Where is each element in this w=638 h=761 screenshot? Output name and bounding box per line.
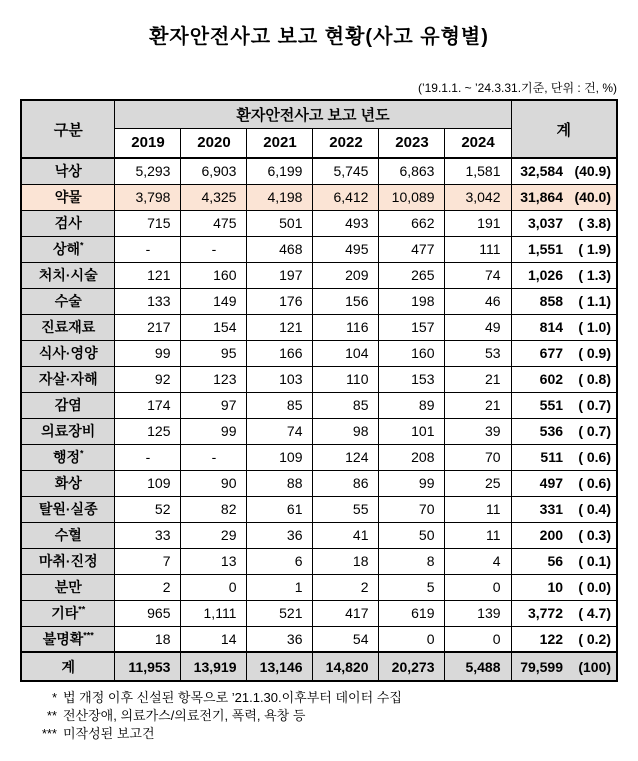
data-cell: 109	[115, 470, 181, 496]
data-cell: 7	[115, 548, 181, 574]
table-row	[21, 496, 617, 522]
data-cell: 70	[445, 444, 511, 470]
grand-total-label: 계	[21, 652, 115, 681]
data-cell: 74	[247, 418, 313, 444]
data-cell: 198	[379, 288, 445, 314]
row-label: 진료재료	[21, 314, 115, 340]
total-cell	[511, 158, 617, 184]
data-cell: 14	[181, 626, 247, 652]
row-label: 낙상	[21, 158, 115, 184]
data-cell: 21	[445, 392, 511, 418]
footnote-marker: ***	[83, 630, 94, 641]
total-count: 536	[539, 423, 564, 439]
data-cell: 662	[379, 210, 445, 236]
data-cell: 501	[247, 210, 313, 236]
data-cell: 149	[181, 288, 247, 314]
caption-note: (’19.1.1. ~ ’24.3.31.기준, 단위 : 건, %)	[417, 81, 617, 95]
total-count: 677	[539, 345, 564, 361]
data-cell: 52	[115, 496, 181, 522]
data-cell: 619	[379, 600, 445, 626]
data-cell: 70	[379, 496, 445, 522]
total-percent: ( 4.7)	[578, 605, 612, 621]
table-row	[21, 600, 617, 626]
total-cell-content	[512, 579, 617, 595]
year-header: 2019	[115, 128, 181, 158]
total-count: 1,026	[527, 267, 564, 283]
total-count: 551	[539, 397, 564, 413]
total-cell	[511, 184, 617, 210]
data-cell: -	[181, 236, 247, 262]
total-percent: ( 0.2)	[578, 630, 612, 647]
total-percent: ( 0.6)	[578, 449, 612, 465]
data-cell: 99	[181, 418, 247, 444]
data-cell: 49	[445, 314, 511, 340]
row-label: 화상	[21, 470, 115, 496]
total-cell	[511, 574, 617, 600]
total-percent: ( 0.3)	[578, 527, 612, 543]
group-header: 환자안전사고 보고 년도	[115, 100, 511, 128]
table-row	[21, 366, 617, 392]
total-count: 56	[547, 553, 564, 569]
total-cell	[511, 236, 617, 262]
total-cell-content	[512, 553, 617, 569]
total-count: 32,584	[520, 163, 564, 180]
data-cell: 139	[445, 600, 511, 626]
total-cell-content	[512, 605, 617, 621]
data-cell: 4,325	[181, 184, 247, 210]
data-cell: 154	[181, 314, 247, 340]
data-cell: 25	[445, 470, 511, 496]
total-cell	[511, 392, 617, 418]
footnote-text: 전산장애, 의료가스/의료전기, 폭력, 욕창 등	[63, 708, 306, 723]
row-label: 검사	[21, 210, 115, 236]
total-count: 3,772	[527, 605, 564, 621]
row-label: 탈원·실종	[21, 496, 115, 522]
data-cell: 92	[115, 366, 181, 392]
table-row	[21, 236, 617, 262]
data-cell: 124	[313, 444, 379, 470]
data-cell: 2	[313, 574, 379, 600]
data-cell: 36	[247, 522, 313, 548]
table-row	[21, 652, 617, 681]
footnote-line	[21, 689, 617, 707]
total-percent: ( 1.9)	[578, 241, 612, 257]
data-cell: 121	[115, 262, 181, 288]
data-cell: 3,042	[445, 184, 511, 210]
data-cell: 157	[379, 314, 445, 340]
total-percent: ( 0.8)	[578, 371, 612, 387]
year-header: 2024	[445, 128, 511, 158]
table-row	[21, 210, 617, 236]
footnote-marker: *	[80, 448, 84, 459]
data-cell: 41	[313, 522, 379, 548]
data-cell: 90	[181, 470, 247, 496]
data-cell: 86	[313, 470, 379, 496]
data-cell: 13,146	[247, 652, 313, 681]
incident-report-table	[20, 99, 618, 682]
total-count: 3,037	[527, 215, 564, 231]
data-cell: 110	[313, 366, 379, 392]
footnote-text: 미작성된 보고건	[63, 726, 155, 741]
total-cell-content	[512, 631, 617, 647]
total-percent: ( 0.4)	[578, 501, 612, 517]
data-cell: 174	[115, 392, 181, 418]
row-label: 감염	[21, 392, 115, 418]
data-cell: 14,820	[313, 652, 379, 681]
total-count: 1,551	[527, 241, 564, 257]
data-cell: 153	[379, 366, 445, 392]
table-row	[21, 340, 617, 366]
total-cell	[511, 288, 617, 314]
total-cell-content	[512, 319, 617, 335]
total-count: 31,864	[520, 189, 564, 205]
data-cell: 176	[247, 288, 313, 314]
row-label: 수혈	[21, 522, 115, 548]
data-cell: 965	[115, 600, 181, 626]
data-cell: 156	[313, 288, 379, 314]
total-percent: (100)	[578, 658, 612, 675]
table-row	[21, 314, 617, 340]
total-cell-content	[512, 163, 617, 179]
data-cell: 8	[379, 548, 445, 574]
total-cell	[511, 210, 617, 236]
data-cell: 54	[313, 626, 379, 652]
footnote-marker: *	[51, 690, 57, 705]
total-cell	[511, 496, 617, 522]
total-cell-content	[512, 215, 617, 231]
total-percent: ( 3.8)	[578, 215, 612, 231]
data-cell: 715	[115, 210, 181, 236]
footnote-line	[21, 707, 617, 725]
total-cell-content	[512, 449, 617, 465]
data-cell: 209	[313, 262, 379, 288]
table-row	[21, 184, 617, 210]
data-cell: -	[181, 444, 247, 470]
data-cell: 468	[247, 236, 313, 262]
row-label: 의료장비	[21, 418, 115, 444]
data-cell: 13	[181, 548, 247, 574]
data-cell: 5,488	[445, 652, 511, 681]
footnote-marker: **	[78, 604, 86, 615]
table-row	[21, 470, 617, 496]
data-cell: 4	[445, 548, 511, 574]
data-cell: 6	[247, 548, 313, 574]
data-cell: 88	[247, 470, 313, 496]
data-cell: 21	[445, 366, 511, 392]
data-cell: 0	[445, 626, 511, 652]
total-percent: (40.0)	[574, 189, 612, 205]
total-percent: ( 1.3)	[578, 267, 612, 283]
data-cell: 85	[313, 392, 379, 418]
data-cell: 0	[445, 574, 511, 600]
data-cell: 46	[445, 288, 511, 314]
table-row	[21, 392, 617, 418]
data-cell: 10,089	[379, 184, 445, 210]
table-row	[21, 574, 617, 600]
total-cell-content	[512, 397, 617, 413]
total-cell-content	[512, 267, 617, 283]
data-cell: 1,111	[181, 600, 247, 626]
total-count: 511	[540, 449, 564, 465]
data-cell: 477	[379, 236, 445, 262]
data-cell: 160	[181, 262, 247, 288]
total-cell	[511, 262, 617, 288]
row-label: 자살·자해	[21, 366, 115, 392]
data-cell: 74	[445, 262, 511, 288]
data-cell: 101	[379, 418, 445, 444]
data-cell: 5,745	[313, 158, 379, 184]
data-cell: 11,953	[115, 652, 181, 681]
total-count: 200	[539, 527, 564, 543]
total-percent: ( 0.0)	[578, 579, 612, 595]
data-cell: 2	[115, 574, 181, 600]
total-cell	[511, 366, 617, 392]
data-cell: 3,798	[115, 184, 181, 210]
data-cell: 475	[181, 210, 247, 236]
data-cell: 33	[115, 522, 181, 548]
row-label: 식사·영양	[21, 340, 115, 366]
footnote-marker: **	[46, 708, 57, 723]
total-count: 122	[539, 630, 564, 647]
total-percent: ( 0.7)	[578, 397, 612, 413]
data-cell: 97	[181, 392, 247, 418]
data-cell: 123	[181, 366, 247, 392]
total-cell	[511, 314, 617, 340]
data-cell: 116	[313, 314, 379, 340]
data-cell: 36	[247, 626, 313, 652]
data-cell: 103	[247, 366, 313, 392]
row-label: 불명확***	[21, 626, 115, 652]
footnote-text: 법 개정 이후 신설된 항목으로 ’21.1.30.이후부터 데이터 수집	[63, 690, 402, 705]
data-cell: 50	[379, 522, 445, 548]
total-cell	[511, 548, 617, 574]
data-cell: 39	[445, 418, 511, 444]
row-label: 약물	[21, 184, 115, 210]
data-cell: 495	[313, 236, 379, 262]
table-header	[21, 100, 617, 158]
total-cell-content	[512, 475, 617, 491]
total-count: 331	[539, 501, 564, 517]
data-cell: 99	[115, 340, 181, 366]
data-cell: 521	[247, 600, 313, 626]
total-cell	[511, 340, 617, 366]
total-column-header: 계	[511, 100, 617, 158]
data-cell: 89	[379, 392, 445, 418]
footnote-line	[21, 725, 617, 743]
table-row	[21, 626, 617, 652]
data-cell: 111	[445, 236, 511, 262]
total-cell	[511, 470, 617, 496]
row-label: 마취·진정	[21, 548, 115, 574]
total-count: 10	[547, 579, 564, 595]
data-cell: 1	[247, 574, 313, 600]
data-cell: 5	[379, 574, 445, 600]
total-percent: ( 1.0)	[578, 319, 612, 335]
data-cell: 6,199	[247, 158, 313, 184]
data-cell: 98	[313, 418, 379, 444]
data-cell: 6,903	[181, 158, 247, 184]
total-cell-content	[512, 189, 617, 205]
data-cell: 18	[313, 548, 379, 574]
table-row	[21, 262, 617, 288]
table-row	[21, 158, 617, 184]
data-cell: 95	[181, 340, 247, 366]
data-cell: 493	[313, 210, 379, 236]
year-header: 2021	[247, 128, 313, 158]
table-row	[21, 288, 617, 314]
total-percent: (40.9)	[574, 163, 612, 180]
data-cell: 133	[115, 288, 181, 314]
data-cell: 125	[115, 418, 181, 444]
total-cell-content	[512, 501, 617, 517]
data-cell: 0	[181, 574, 247, 600]
data-cell: 417	[313, 600, 379, 626]
data-cell: 18	[115, 626, 181, 652]
corner-header: 구분	[21, 100, 115, 158]
data-cell: 11	[445, 496, 511, 522]
data-cell: 217	[115, 314, 181, 340]
total-percent: ( 0.6)	[578, 475, 612, 491]
data-cell: 82	[181, 496, 247, 522]
data-cell: 1,581	[445, 158, 511, 184]
total-count: 814	[539, 319, 564, 335]
data-cell: 160	[379, 340, 445, 366]
total-cell-content	[512, 423, 617, 439]
row-label: 상해*	[21, 236, 115, 262]
row-label: 분만	[21, 574, 115, 600]
footnote-marker: ***	[41, 726, 57, 741]
total-cell	[511, 444, 617, 470]
year-header: 2022	[313, 128, 379, 158]
data-cell: 13,919	[181, 652, 247, 681]
data-cell: 29	[181, 522, 247, 548]
total-cell	[511, 522, 617, 548]
data-cell: 61	[247, 496, 313, 522]
row-label: 기타**	[21, 600, 115, 626]
data-cell: -	[115, 236, 181, 262]
table-body	[21, 158, 617, 681]
total-count: 497	[539, 475, 564, 491]
table-row	[21, 548, 617, 574]
year-header: 2023	[379, 128, 445, 158]
row-label: 처치·시술	[21, 262, 115, 288]
row-label: 수술	[21, 288, 115, 314]
data-cell: 6,863	[379, 158, 445, 184]
table-row	[21, 444, 617, 470]
total-percent: ( 1.1)	[578, 293, 612, 309]
data-cell: 55	[313, 496, 379, 522]
total-cell-content	[512, 293, 617, 309]
table-row	[21, 522, 617, 548]
total-percent: ( 0.1)	[578, 553, 612, 569]
total-cell	[511, 600, 617, 626]
total-cell-content	[512, 659, 617, 675]
data-cell: 104	[313, 340, 379, 366]
data-cell: 99	[379, 470, 445, 496]
page-title: 환자안전사고 보고 현황(사고 유형별)	[149, 26, 489, 48]
total-count: 602	[539, 371, 564, 387]
data-cell: 6,412	[313, 184, 379, 210]
table-row	[21, 418, 617, 444]
data-cell: 85	[247, 392, 313, 418]
total-cell-content	[512, 241, 617, 257]
footnote-marker: *	[80, 240, 84, 251]
data-cell: 53	[445, 340, 511, 366]
data-cell: 4,198	[247, 184, 313, 210]
data-cell: 20,273	[379, 652, 445, 681]
total-cell-content	[512, 371, 617, 387]
data-cell: 5,293	[115, 158, 181, 184]
total-cell-content	[512, 345, 617, 361]
data-cell: 197	[247, 262, 313, 288]
total-percent: ( 0.7)	[578, 423, 612, 439]
total-cell-content	[512, 527, 617, 543]
total-cell	[511, 652, 617, 681]
data-cell: 166	[247, 340, 313, 366]
total-percent: ( 0.9)	[578, 345, 612, 361]
total-cell	[511, 418, 617, 444]
data-cell: 265	[379, 262, 445, 288]
data-cell: 11	[445, 522, 511, 548]
data-cell: 191	[445, 210, 511, 236]
data-cell: 109	[247, 444, 313, 470]
row-label: 행정*	[21, 444, 115, 470]
year-header: 2020	[181, 128, 247, 158]
total-cell	[511, 626, 617, 652]
total-count: 79,599	[520, 658, 564, 675]
data-cell: -	[115, 444, 181, 470]
data-cell: 208	[379, 444, 445, 470]
data-cell: 0	[379, 626, 445, 652]
total-count: 858	[539, 293, 564, 309]
data-cell: 121	[247, 314, 313, 340]
footnotes	[21, 689, 617, 743]
